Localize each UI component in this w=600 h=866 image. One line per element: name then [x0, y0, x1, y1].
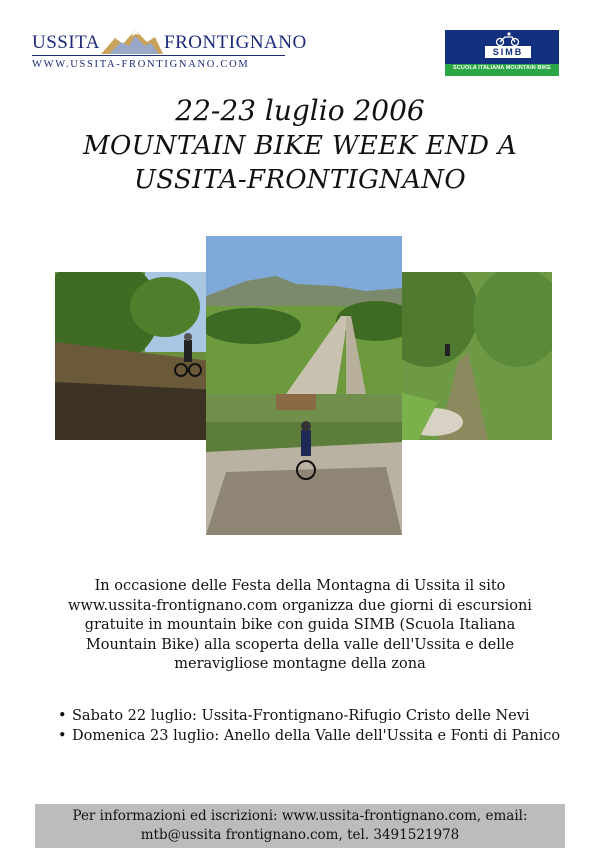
photo-grass-trail: [398, 272, 552, 440]
footer-line2: mtb@ussita frontignano.com, tel. 3491521978: [140, 827, 460, 843]
event-title-line1: MOUNTAIN BIKE WEEK END A: [83, 131, 517, 161]
event-date: 22-23 luglio 2006: [175, 94, 425, 127]
contact-footer: [35, 804, 565, 848]
photo-stream-crossing: [206, 392, 402, 535]
logo-divider: [32, 55, 285, 56]
footer-line1: Per informazioni ed iscrizioni: www.ussita-frontignano.com, email:: [72, 808, 528, 824]
description-line: gratuite in mountain bike con guida SIMB (Scuola Italiana: [84, 617, 516, 633]
simb-logo: [445, 30, 559, 76]
simb-logo-word: SIMB: [485, 46, 531, 58]
mountain-logo-icon: [101, 28, 163, 54]
cyclist-logo-icon: [495, 32, 521, 46]
simb-logo-tagline: SCUOLA ITALIANA MOUNTAIN BIKE: [453, 65, 551, 71]
schedule-list: [56, 706, 572, 746]
description-line: www.ussita-frontignano.com organizza due giorni di escursioni: [68, 597, 532, 614]
description-line: Mountain Bike) alla scoperta della valle dell'Ussita e delle: [85, 636, 515, 653]
description-line: meravigliose montagne della zona: [174, 656, 426, 672]
logo-url: WWW.USSITA-FRONTIGNANO.COM: [32, 59, 250, 70]
ussita-frontignano-logo: [32, 24, 307, 74]
event-description: [40, 577, 560, 675]
logo-word-ussita: USSITA: [32, 32, 100, 53]
description-line: In occasione delle Festa della Montagna di Ussita il sito: [94, 578, 506, 594]
schedule-item-sunday: • Domenica 23 luglio: Anello della Valle dell'Ussita e Fonti di Panico: [56, 726, 572, 746]
logo-word-frontignano: FRONTIGNANO: [164, 32, 307, 53]
schedule-item-saturday: • Sabato 22 luglio: Ussita-Frontignano-Rifugio Cristo delle Nevi: [56, 706, 572, 726]
photo-mountain-road: [206, 236, 402, 394]
logo-wordmark: [32, 28, 307, 54]
event-title-line2: USSITA-FRONTIGNANO: [134, 165, 466, 195]
event-title: [0, 93, 600, 197]
